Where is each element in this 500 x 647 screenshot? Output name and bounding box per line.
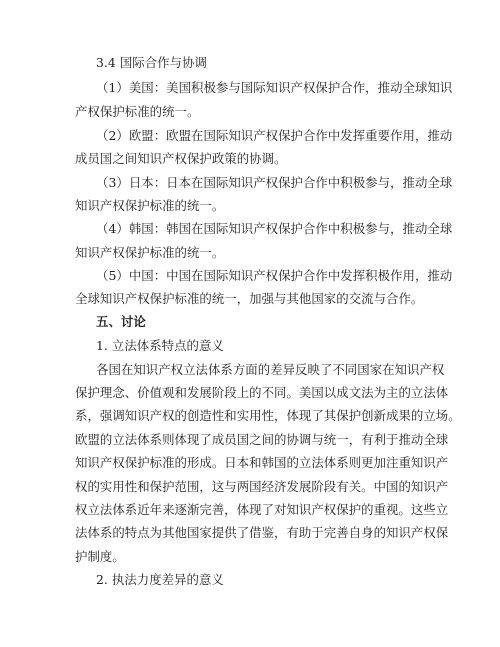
list-item-japan-line-1: （3）日本：日本在国际知识产权保护合作中积极参与，推动全球	[96, 175, 453, 190]
paragraph-line-1: 各国在知识产权立法体系方面的差异反映了不同国家在知识产权	[96, 362, 445, 377]
list-item-eu-line-1: （2）欧盟：欧盟在国际知识产权保护合作中发挥重要作用，推动	[96, 128, 453, 143]
list-item-japan-line-2: 知识产权保护标准的统一。	[75, 198, 225, 213]
list-item-china-line-2: 全球知识产权保护标准的统一，加强与其他国家的交流与合作。	[75, 291, 424, 306]
paragraph-line-8: 法体系的特点为其他国家提供了借鉴，有助于完善自身的知识产权保	[75, 525, 449, 540]
subsection-heading-2: 2. 执法力度差异的意义	[96, 572, 224, 587]
paragraph-line-6: 权的实用性和保护范围，这与两国经济发展阶段有关。中国的知识产	[75, 479, 449, 494]
list-item-usa-line-2: 产权保护标准的统一。	[75, 104, 200, 119]
section-heading-3-4: 3.4 国际合作与协调	[96, 55, 207, 70]
list-item-usa-line-1: （1）美国：美国积极参与国际知识产权保护合作，推动全球知识	[96, 80, 453, 95]
subsection-heading-1: 1. 立法体系特点的意义	[96, 338, 224, 353]
list-item-china-line-1: （5）中国：中国在国际知识产权保护合作中发挥积极作用，推动	[96, 268, 453, 283]
list-item-korea-line-2: 知识产权保护标准的统一。	[75, 245, 225, 260]
list-item-eu-line-2: 成员国之间知识产权保护政策的协调。	[75, 151, 287, 166]
paragraph-line-5: 知识产权保护标准的形成。日本和韩国的立法体系则更加注重知识产	[75, 455, 449, 470]
paragraph-line-7: 权立法体系近年来逐渐完善，体现了对知识产权保护的重视。这些立	[75, 502, 449, 517]
paragraph-line-9: 护制度。	[75, 549, 125, 564]
section-heading-5: 五、讨论	[96, 314, 146, 329]
paragraph-line-2: 保护理念、价值观和发展阶段上的不同。美国以成文法为主的立法体	[75, 385, 449, 400]
paragraph-line-4: 欧盟的立法体系则体现了成员国之间的协调与统一，有利于推动全球	[75, 432, 449, 447]
paragraph-line-3: 系，强调知识产权的创造性和实用性，体现了其保护创新成果的立场。	[75, 408, 461, 423]
list-item-korea-line-1: （4）韩国：韩国在国际知识产权保护合作中积极参与，推动全球	[96, 221, 453, 236]
